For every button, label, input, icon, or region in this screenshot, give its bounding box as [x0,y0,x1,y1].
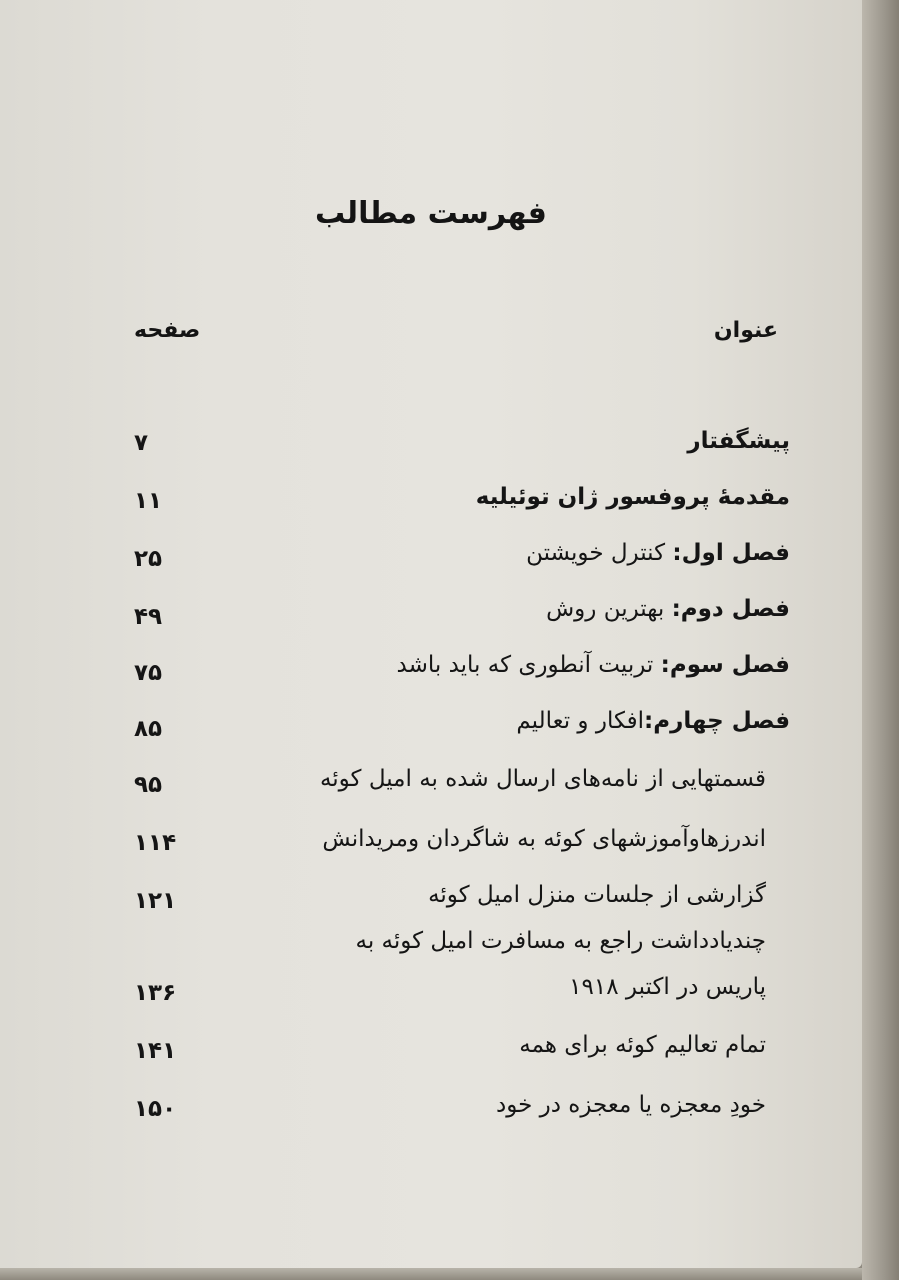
toc-entry-page: ۲۵ [134,546,163,572]
page-bottom-shadow [0,1268,862,1280]
page-title: فهرست مطالب [315,196,547,231]
toc-entry-page: ۷۵ [134,660,163,686]
toc-entry-title: خودِ معجزه یا معجزه در خود [495,1092,766,1118]
toc-entry-page: ۷ [134,430,149,456]
toc-entry-title: پیشگفتار [687,428,790,454]
toc-entry-page: ۱۱ [134,488,163,514]
toc-entry-page: ۸۵ [134,716,163,742]
toc-entry-page: ۱۲۱ [134,888,177,914]
toc-entry-page: ۴۹ [134,604,163,630]
toc-entry-title: فصل چهارم:افکار و تعالیم [516,708,790,734]
toc-entry-title: تمام تعالیم کوئه برای همه [519,1032,766,1058]
page-edge-shadow [862,0,899,1280]
toc-entry-title: فصل سوم: تربیت آنطوری که باید باشد [396,652,790,678]
page-column-header: صفحه [134,318,201,343]
toc-entry-page: ۹۵ [134,772,163,798]
toc-entry-page: ۱۳۶ [134,980,177,1006]
toc-entry-title: فصل اول: کنترل خویشتن [526,540,790,566]
toc-entry-title: مقدمهٔ پروفسور ژان توئیلیه [475,484,790,510]
toc-entry-title: فصل دوم: بهترین روش [546,596,790,622]
toc-entry-page: ۱۱۴ [134,830,177,856]
toc-entry-title: اندرزهاوآموزشهای کوئه به شاگردان ومریدانش [322,826,766,852]
toc-entry-title: قسمتهایی از نامه‌های ارسال شده به امیل کوئه [319,766,766,792]
title-column-header: عنوان [713,318,778,343]
toc-entry-title: گزارشی از جلسات منزل امیل کوئه [428,882,766,908]
toc-entry-page: ۱۵۰ [134,1096,177,1122]
toc-entry-title: پاریس در اکتبر ۱۹۱۸ [569,974,766,1000]
toc-entry-title: چندیادداشت راجع به مسافرت امیل کوئه به [355,928,766,954]
toc-entry-page: ۱۴۱ [134,1038,177,1064]
